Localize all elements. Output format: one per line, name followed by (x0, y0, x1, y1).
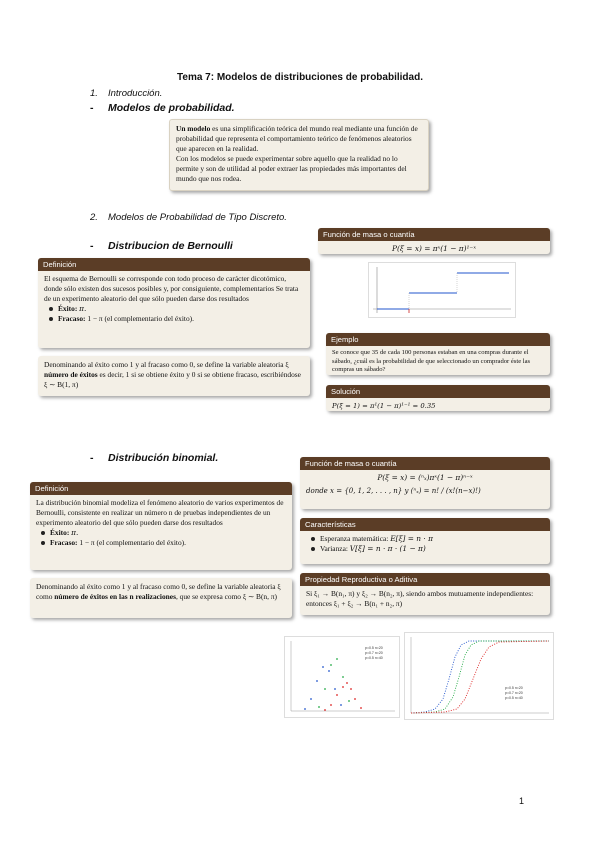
binomial-note: Denominando al éxito como 1 y al fracaso como 0, se define la variable aleatoria ξ como número de éxitos en las n realizaciones, que se expresa como ξ ∼ B(n, π) (30, 578, 292, 618)
section-binomial: - Distribución binomial. (90, 452, 219, 464)
legend-2c: p=0.5 n=40 (505, 696, 523, 700)
binomial-characteristics-block: Características Esperanza matemática: E[ξ] = n · π Varianza: V[ξ] = n · π · (1 − π) (300, 518, 550, 564)
bernoulli-definition-block: Definición El esquema de Bernoulli se corresponde con todo proceso de carácter dicotómico, donde sólo existen dos sucesos posibles y, por consiguiente, complementarios Se trata de un experimento aleatorio del que sólo pueden darse dos resultados Éxito: π. Fracaso: 1 − π (el complementario del éxito). (38, 258, 310, 348)
binomial-reproductive-block: Propiedad Reproductiva o Aditiva Si ξ₁ → B(n₁, π) y ξ₂ → B(n₂, π), siendo ambos mutuamente independientes: entonces ξ₁ + ξ₂ → B(n₁ + n₂, π) (300, 573, 550, 615)
legend-1b: p=0.7 n=20 (365, 651, 383, 655)
legend-1a: p=0.5 n=20 (365, 646, 383, 650)
binomial-definition-text: La distribución binomial modeliza el fenómeno aleatorio de varios experimentos de Bernoulli, consistente en realizar un número n de pruebas independientes de un experimento aleatorio del que sólo pueden darse dos resultados (36, 498, 284, 527)
cdf-series-blue (411, 641, 549, 713)
binomial-fracaso: Fracaso: 1 − π (el complementario del éxito). (36, 538, 286, 548)
binomial-pmf-figure (284, 636, 400, 718)
bernoulli-solution-block: Solución P(ξ = 1) = π¹(1 − π)¹⁻¹ = 0.35 (326, 385, 550, 411)
bernoulli-definition-text: El esquema de Bernoulli se corresponde con todo proceso de carácter dicotómico, donde sólo existen dos sucesos posibles y, por consiguiente, complementarios Se trata de un experimento aleatorio del que sólo pueden darse dos resultados (44, 274, 299, 303)
binomial-exito: Éxito: π. (36, 528, 286, 538)
legend-2b: p=0.7 n=20 (505, 691, 523, 695)
binomial-variance: Varianza: V[ξ] = n · π · (1 − π) (306, 544, 544, 554)
binomial-mean: Esperanza matemática: E[ξ] = n · π (306, 534, 544, 544)
bernoulli-example-block: Ejemplo Se conoce que 35 de cada 100 personas estaban en una compras durante el sábado, ¿cuál es la probabilidad de que seleccionado un comprador éste las compras un sábado? (326, 333, 550, 375)
binomial-pmf-block: Función de masa o cuantía P(ξ = x) = (ⁿₓ)πˣ(1 − π)ⁿ⁻ˣ donde x = {0, 1, 2, . . . , n} y (ⁿₓ) = n! / (x!(n−x)!) (300, 457, 550, 509)
binomial-definition-block: Definición La distribución binomial modeliza el fenómeno aleatorio de varios experimentos de Bernoulli, consistente en realizar un número n de pruebas independientes de un experimento aleatorio del que sólo pueden darse dos resultados Éxito: π. Fracaso: 1 − π (el complementario del éxito). (30, 482, 292, 570)
binomial-cdf-figure (404, 632, 554, 720)
model-note: Un modelo es una simplificación teórica del mundo real mediante una función de probabilidad que representa el comportamiento teórico de fenómenos aleatorios que aparecen en la realidad. Con los modelos se puede experimentar sobre aquello que la realidad no lo permite y son de utilidad al poder extraer las propiedades más importantes del mundo que nos rodea. (169, 119, 429, 191)
pmf-series-red (324, 682, 362, 711)
section-intro: 1. Introducción. (90, 88, 163, 99)
bernoulli-fracaso: Fracaso: 1 − π (el complementario del éxito). (44, 314, 304, 324)
pmf-series-green (318, 658, 350, 708)
bernoulli-exito: Éxito: π. (44, 304, 304, 314)
bernoulli-cdf-figure (368, 262, 516, 318)
bernoulli-note: Denominando al éxito como 1 y al fracaso como 0, se define la variable aleatoria ξ número de éxitos es decir, 1 si se obtiene éxito y 0 si se obtiene fracaso, escribiéndose ξ ∼ B(1, π) (38, 356, 310, 396)
bernoulli-pmf-block: Función de masa o cuantía P(ξ = x) = πˣ(1 − π)¹⁻ˣ (318, 228, 550, 254)
section-discrete: 2. Modelos de Probabilidad de Tipo Discreto. (90, 212, 287, 223)
section-models: - Modelos de probabilidad. (90, 102, 235, 114)
cdf-series-red (411, 641, 549, 713)
cdf-series-green (411, 641, 549, 713)
page-number: 1 (518, 796, 524, 806)
pmf-series-blue (304, 666, 342, 710)
page-title: Tema 7: Modelos de distribuciones de probabilidad. (177, 72, 423, 83)
legend-1c: p=0.5 n=40 (365, 656, 383, 660)
legend-2a: p=0.5 n=20 (505, 686, 523, 690)
section-bernoulli: - Distribucion de Bernoulli (90, 240, 233, 252)
